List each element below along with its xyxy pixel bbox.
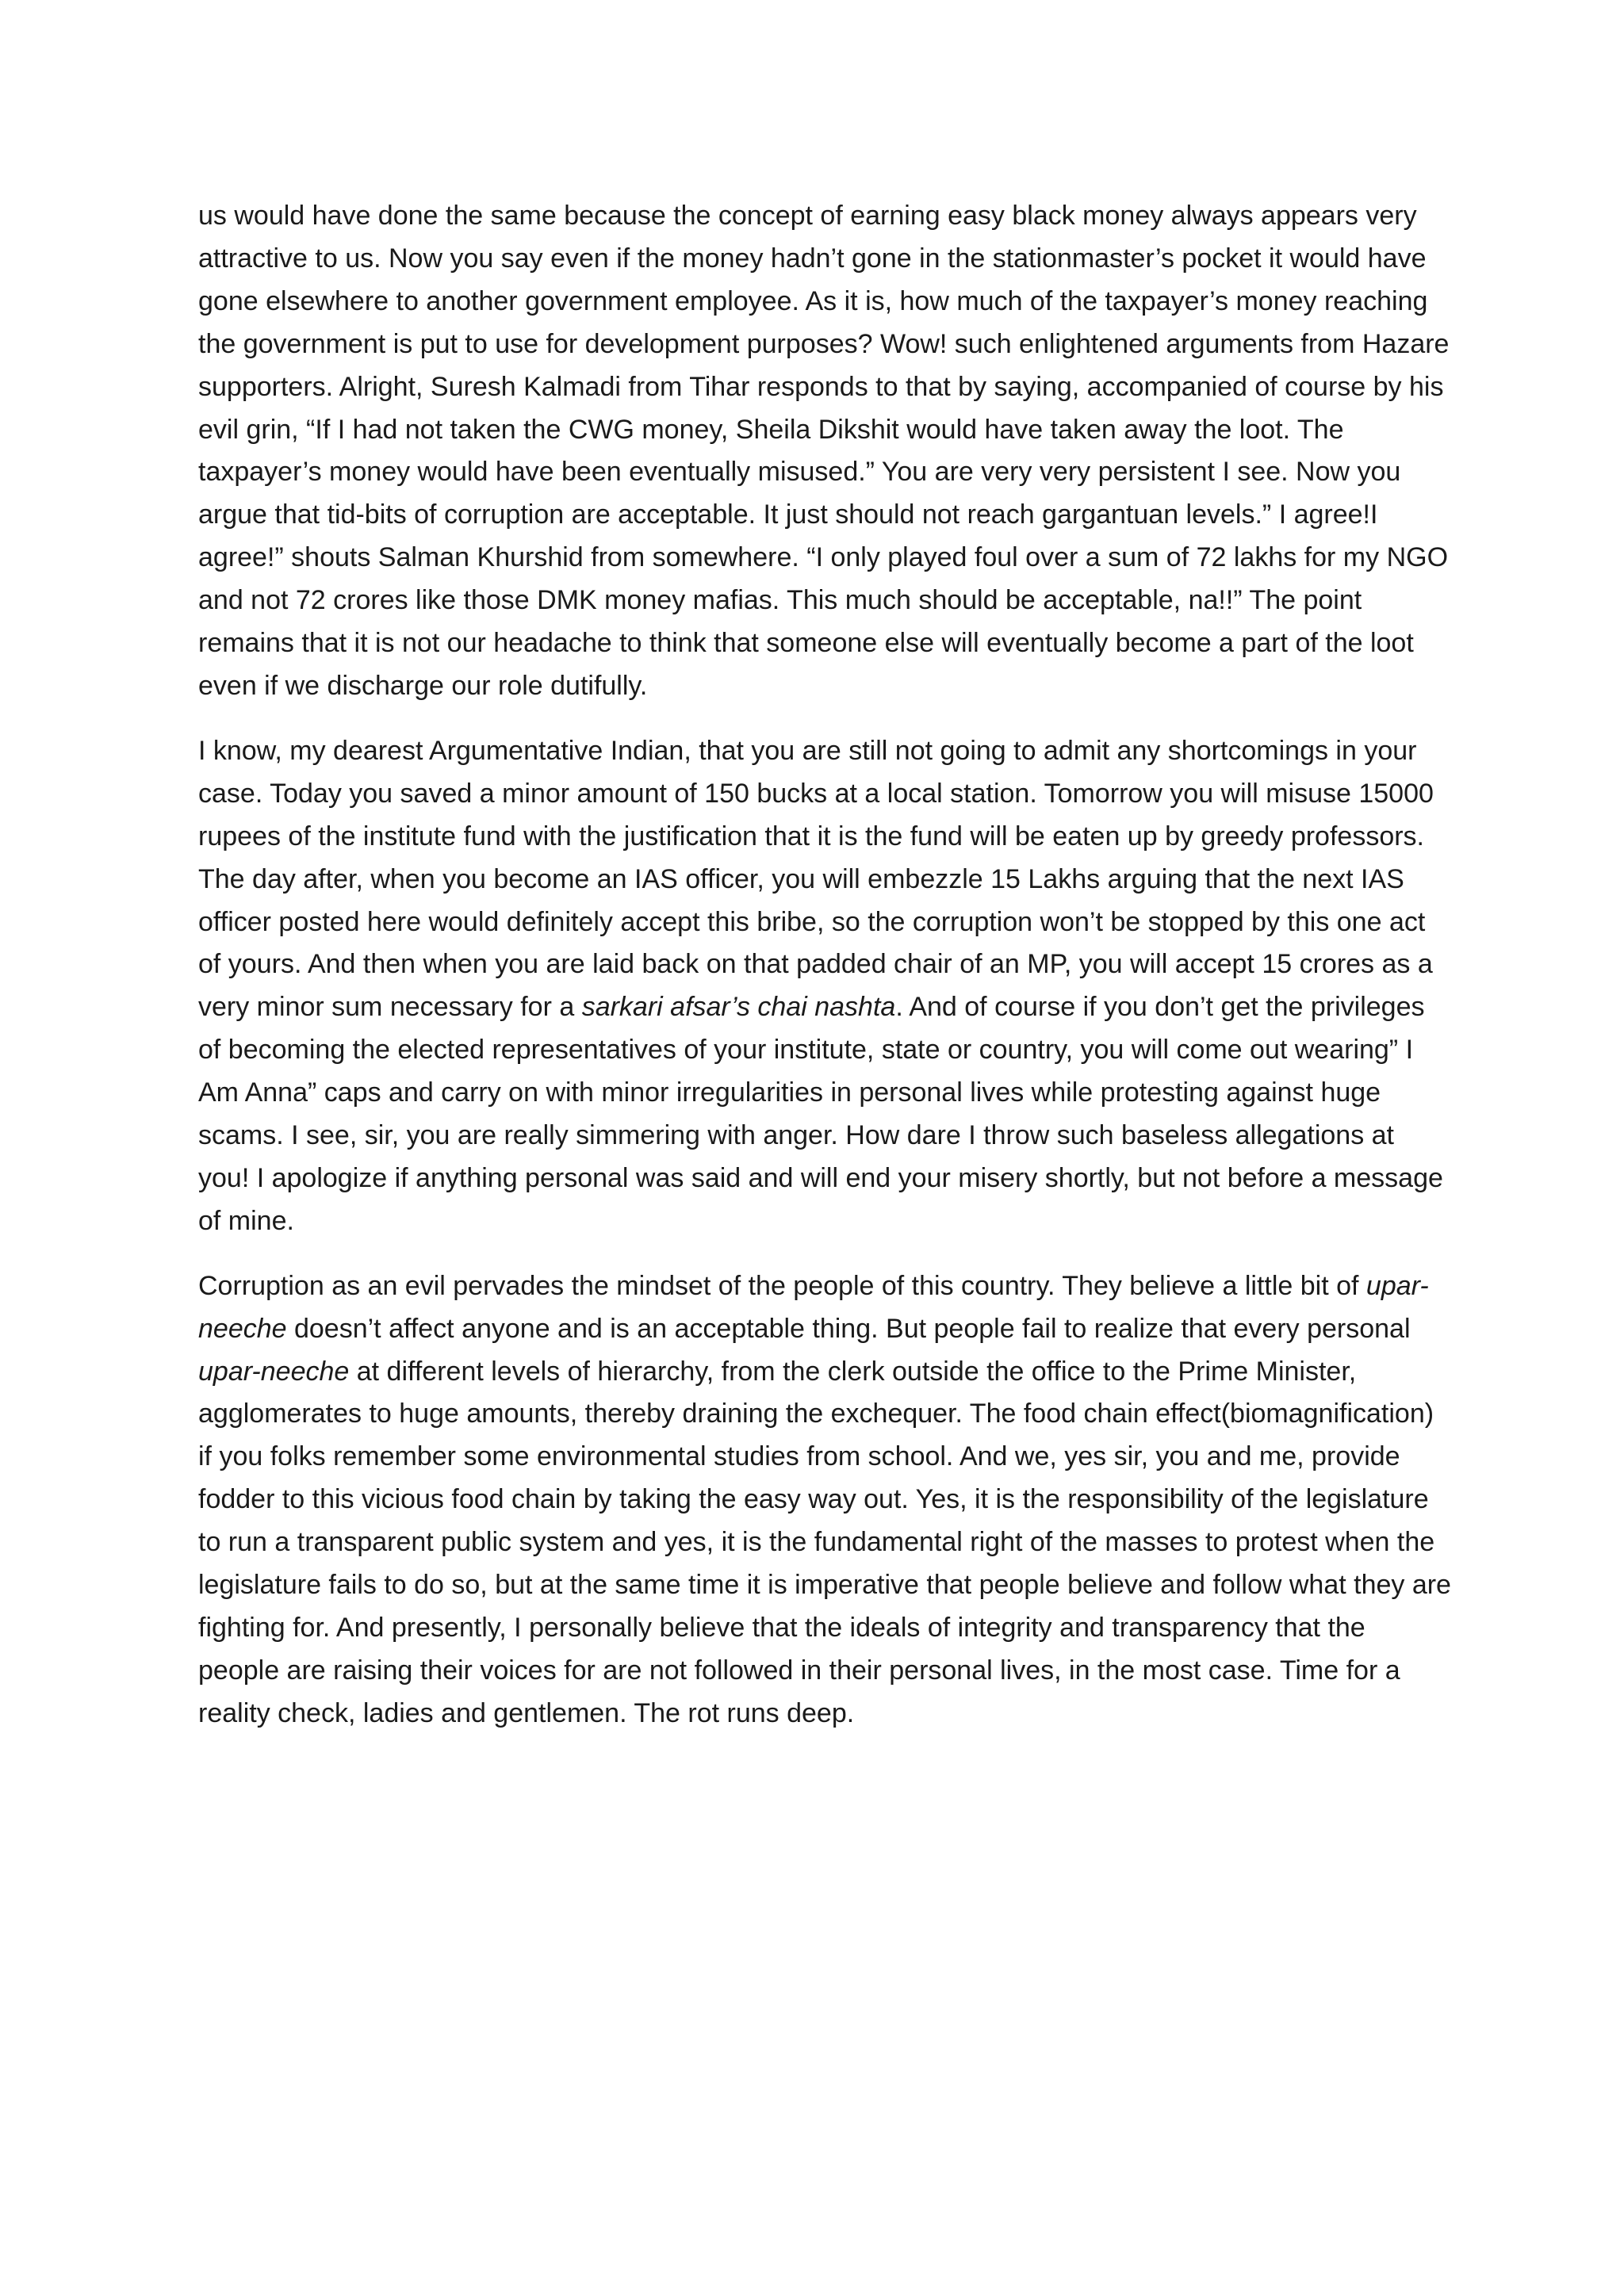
italic-phrase: upar-neeche [198,1356,350,1387]
italic-phrase: sarkari afsar’s chai nashta [581,992,896,1023]
paragraph-text: doesn’t affect anyone and is an acceptable thing. But people fail to realize that every personal [286,1313,1411,1344]
paragraph-text: . And of course if you don’t get the privileges of becoming the elected representatives of your institute, state or country, you will come out wearing” I Am Anna” caps and carry on with minor irregularities in personal lives while protesting against huge scams. I see, sir, you are really simmering with anger. How dare I throw such baseless allegations at you! I apologize if anything personal was said and will end your misery shortly, but not before a message of mine. [198,992,1443,1236]
paragraph-text: Corruption as an evil pervades the mindset of the people of this country. They believe a little bit of [198,1270,1366,1301]
paragraph-3 [198,1265,1451,1735]
paragraph-text: I know, my dearest Argumentative Indian, that you are still not going to admit any shortcomings in your case. Today you saved a minor amount of 150 bucks at a local station. Tomorrow you will misuse 15000 rupees of the institute fund with the justification that it is the fund will be eaten up by greedy professors. The day after, when you become an IAS officer, you will embezzle 15 Lakhs arguing that the next IAS officer posted here would definitely accept this bribe, so the corruption won’t be stopped by this one act of yours. And then when you are laid back on that padded chair of an MP, you will accept 15 crores as a very minor sum necessary for a [198,735,1434,1023]
italic-phrase: upar-neeche [198,1270,1429,1344]
paragraph-2 [198,730,1451,1243]
paragraph-text: at different levels of hierarchy, from the clerk outside the office to the Prime Minister, agglomerates to huge amounts, thereby draining the exchequer. The food chain effect(biomagnification) if you folks remember some environmental studies from school. And we, yes sir, you and me, provide fodder to this vicious food chain by taking the easy way out. Yes, it is the responsibility of the legislature to run a transparent public system and yes, it is the fundamental right of the masses to protest when the legislature fails to do so, but at the same time it is imperative that people believe and follow what they are fighting for. And presently, I personally believe that the ideals of integrity and transparency that the people are raising their voices for are not followed in their personal lives, in the most case. Time for a reality check, ladies and gentlemen. The rot runs deep. [198,1356,1451,1728]
paragraph-text: us would have done the same because the concept of earning easy black money always appears very attractive to us. Now you say even if the money hadn’t gone in the stationmaster’s pocket it would have gone elsewhere to another government employee. As it is, how much of the taxpayer’s money reaching the government is put to use for development purposes? Wow! such enlightened arguments from Hazare supporters. Alright, Suresh Kalmadi from Tihar responds to that by saying, accompanied of course by his evil grin, “If I had not taken the CWG money, Sheila Dikshit would have taken away the loot. The taxpayer’s money would have been eventually misused.” You are very very persistent I see. Now you argue that tid-bits of corruption are acceptable. It just should not reach gargantuan levels.” I agree!I agree!” shouts Salman Khurshid from somewhere. “I only played foul over a sum of 72 lakhs for my NGO and not 72 crores like those DMK money mafias. This much should be acceptable, na!!” The point remains that it is not our headache to think that someone else will eventually become a part of the loot even if we discharge our role dutifully. [198,201,1450,701]
body-text [198,195,1451,1758]
paragraph-1 [198,195,1451,708]
